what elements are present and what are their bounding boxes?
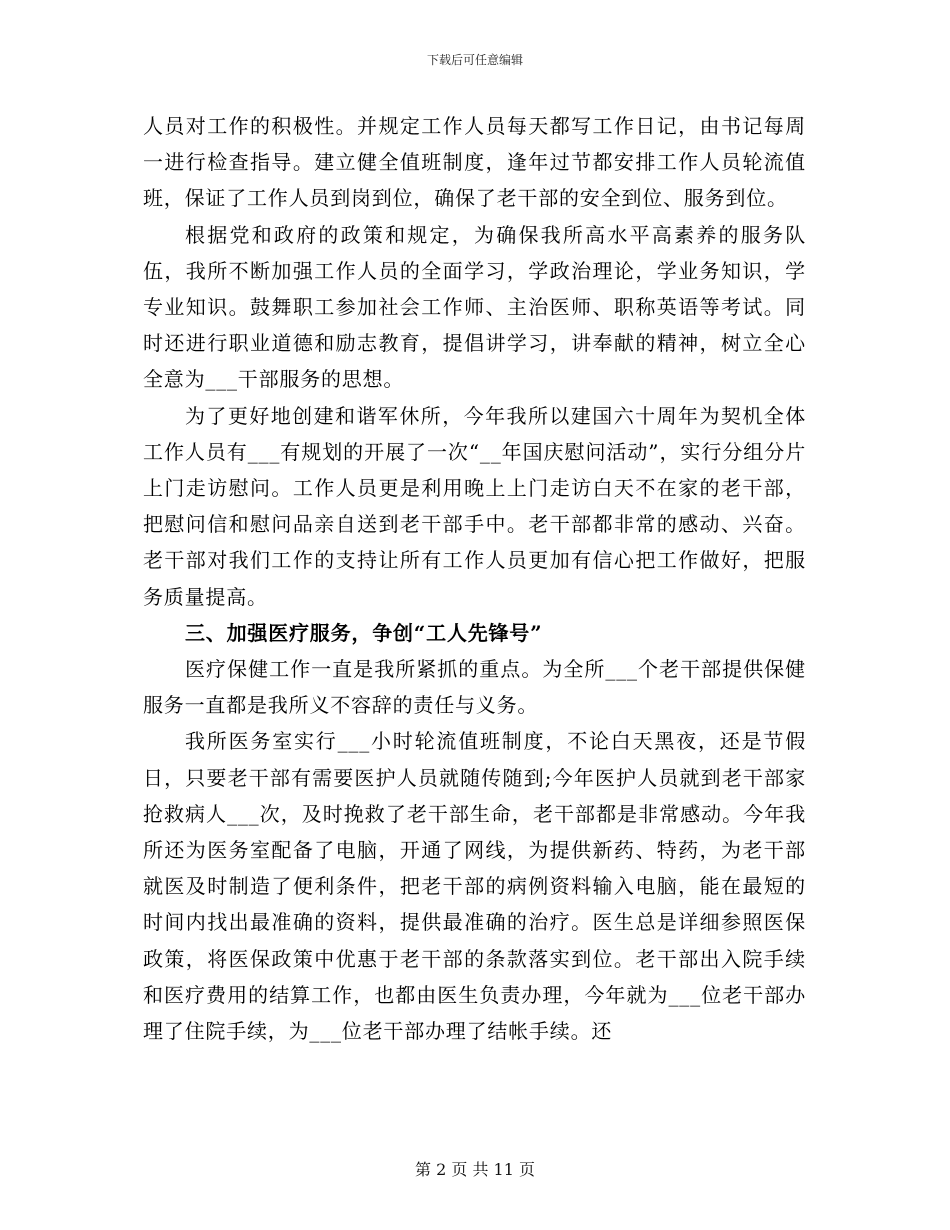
document-body bbox=[143, 108, 806, 1049]
paragraph-continuation: 人员对工作的积极性。并规定工作人员每天都写工作日记，由书记每周一进行检查指导。建立健全值班制度，逢年过节都安排工作人员轮流值班，保证了工作人员到岗到位，确保了老干部的安全到位、服务到位。 bbox=[143, 114, 806, 211]
paragraph-training: 根据党和政府的政策和规定，为确保我所高水平高素养的服务队伍，我所不断加强工作人员的全面学习，学政治理论，学业务知识，学专业知识。鼓舞职工参加社会工作师、主治医师、职称英语等考试。同时还进行职业道德和励志教育，提倡讲学习，讲奉献的精神，树立全心全意为___干部服务的思想。 bbox=[143, 222, 806, 392]
paragraph-medical-office: 我所医务室实行___小时轮流值班制度，不论白天黑夜，还是节假日，只要老干部有需要医护人员就随传随到;今年医护人员就到老干部家抢救病人___次，及时挽救了老干部生命，老干部都是非常感动。今年我所还为医务室配备了电脑，开通了网线，为提供新药、特药，为老干部就医及时制造了便利条件，把老干部的病例资料输入电脑，能在最短的时间内找出最准确的资料，提供最准确的治疗。医生总是详细参照医保政策，将医保政策中优惠于老干部的条款落实到位。老干部出入院手续和医疗费用的结算工作，也都由医生负责办理，今年就为___位老干部办理了住院手续，为___位老干部办理了结帐手续。还 bbox=[143, 729, 806, 1044]
page-number-footer: 第 2 页 共 11 页 bbox=[415, 1160, 535, 1179]
paragraph-healthcare-focus: 医疗保健工作一直是我所紧抓的重点。为全所___个老干部提供保健服务一直都是我所义不容辞的责任与义务。 bbox=[143, 657, 806, 718]
section-heading-medical-service: 三、加强医疗服务，争创“工人先锋号” bbox=[185, 620, 543, 645]
paragraph-national-day-visits: 为了更好地创建和谐军休所，今年我所以建国六十周年为契机全体工作人员有___有规划的开展了一次“__年国庆慰问活动”，实行分组分片上门走访慰问。工作人员更是利用晚上上门走访白天不在家的老干部，把慰问信和慰问品亲自送到老干部手中。老干部都非常的感动、兴奋。老干部对我们工作的支持让所有工作人员更加有信心把工作做好，把服务质量提高。 bbox=[143, 403, 806, 609]
page-header-note: 下载后可任意编辑 bbox=[426, 53, 523, 67]
